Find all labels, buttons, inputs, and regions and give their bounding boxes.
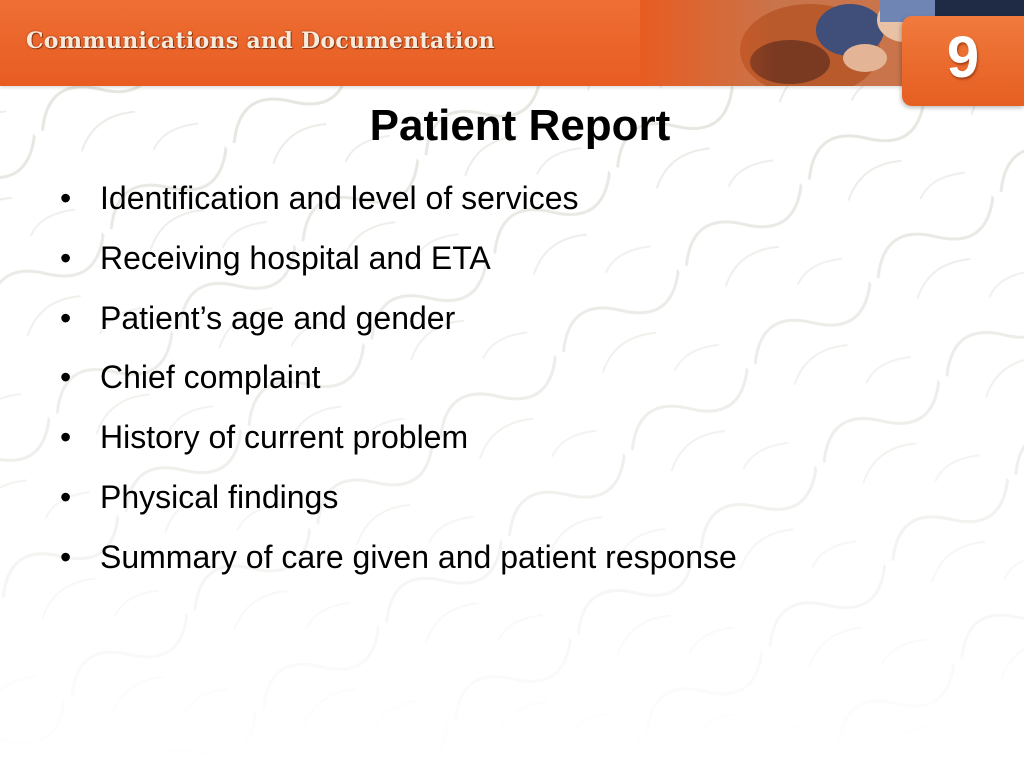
bullet-mark: • — [60, 478, 72, 515]
bullet-text: Chief complaint — [100, 359, 321, 396]
bullet-text: Identification and level of services — [100, 180, 579, 216]
slide-title: Patient Report — [369, 101, 671, 150]
bullet-item-history — [60, 419, 737, 479]
header-band — [0, 0, 1024, 86]
bullet-list — [60, 180, 737, 599]
bullet-text: Summary of care given and patient response — [100, 538, 737, 575]
bullet-mark: • — [60, 239, 72, 276]
chapter-number: 9 — [946, 25, 980, 90]
bullet-item-chief-complaint — [60, 359, 737, 419]
bullet-item-receiving-hospital — [60, 240, 737, 300]
bullet-item-age-gender — [60, 300, 737, 360]
chapter-number-tab — [902, 16, 1024, 106]
bullet-item-identification — [60, 180, 737, 240]
bullet-mark: • — [60, 419, 72, 456]
bullet-item-physical-findings — [60, 479, 737, 539]
bullet-item-summary-of-care — [60, 539, 737, 599]
bullet-text: Patient’s age and gender — [100, 299, 456, 336]
bullet-text: Physical findings — [100, 478, 339, 515]
bullet-text: History of current problem — [100, 419, 469, 456]
bullet-mark: • — [60, 299, 72, 336]
chapter-title: Communications and Documentation — [26, 28, 495, 54]
bullet-mark: • — [60, 359, 72, 396]
bullet-mark: • — [60, 538, 72, 575]
bullet-mark: • — [60, 180, 72, 216]
bullet-text: Receiving hospital and ETA — [100, 239, 491, 276]
